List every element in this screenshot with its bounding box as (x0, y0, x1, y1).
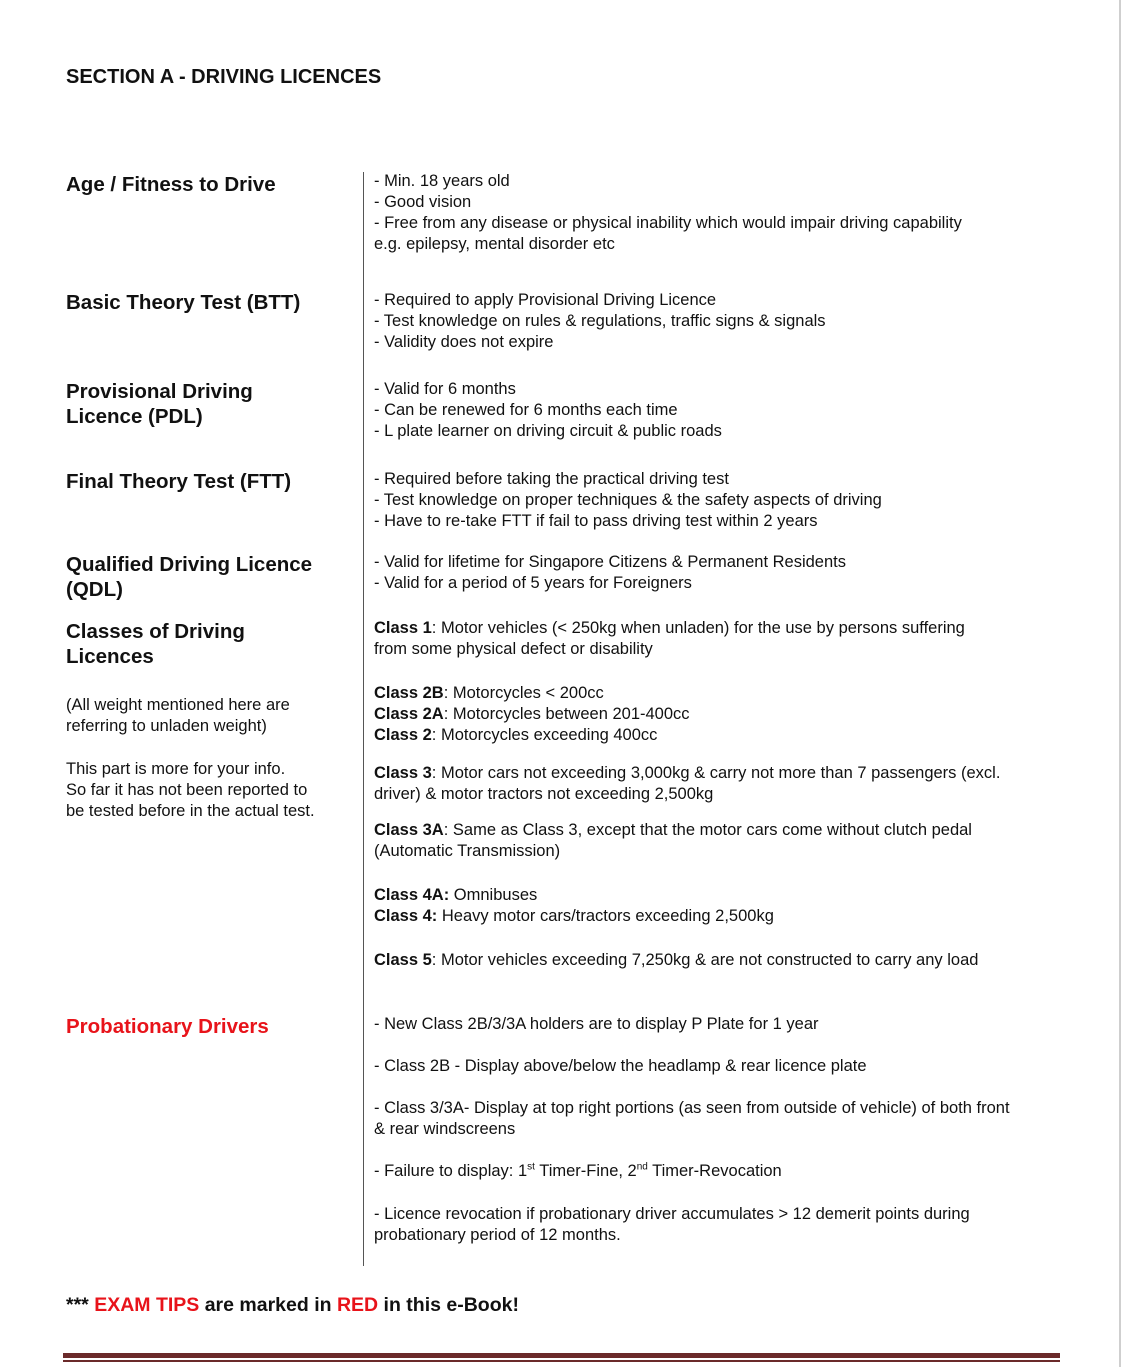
class-4 (374, 906, 1054, 927)
separator: : (443, 821, 453, 839)
class-3a (374, 820, 1004, 862)
class-desc: Motor cars not exceeding 3,000kg & carry not more than 7 passengers (excl. driver) & motor tractors not exceeding 2,500kg (374, 764, 1001, 803)
class-3 (374, 763, 1034, 805)
footer-rule-thin (63, 1360, 1060, 1362)
text-line: - Can be renewed for 6 months each time (374, 401, 678, 419)
class-name: Class 2B (374, 684, 444, 702)
class-5 (374, 950, 1024, 971)
text: Timer-Fine, 2 (534, 1162, 637, 1180)
class-desc: Motor vehicles (< 250kg when unladen) for the use by persons suffering from some physical defect or disability (374, 619, 965, 658)
text: *** (66, 1294, 95, 1316)
superscript: nd (636, 1161, 648, 1173)
label-ftt: Final Theory Test (FTT) (66, 470, 292, 493)
separator: : (431, 619, 441, 637)
text-line: - Valid for 6 months (374, 380, 516, 398)
class-desc: Motorcycles exceeding 400cc (440, 726, 658, 744)
content-probation-p-plate: - New Class 2B/3/3A holders are to display P Plate for 1 year (374, 1015, 819, 1033)
separator: : (431, 951, 441, 969)
footer-rule-thick (63, 1353, 1060, 1358)
class-4a (374, 885, 1054, 906)
text: in this e-Book! (378, 1294, 519, 1316)
separator: : (443, 705, 453, 723)
class-name: Class 2A (374, 705, 444, 723)
note-line: be tested before in the actual test. (66, 802, 315, 820)
text: Timer-Revocation (647, 1162, 782, 1180)
content-probation-3-3a: - Class 3/3A- Display at top right portions (as seen from outside of vehicle) of both front & rear windscreens (374, 1099, 1010, 1138)
content-probation-revocation: - Licence revocation if probationary driver accumulates > 12 demerit points during probationary period of 12 months. (374, 1205, 970, 1244)
label-line: (QDL) (66, 578, 123, 601)
class-name: Class 3A (374, 821, 444, 839)
column-divider (363, 172, 364, 1266)
text-line: - Min. 18 years old (374, 172, 510, 190)
separator: : (431, 764, 441, 782)
page-edge (1119, 0, 1121, 1367)
highlight-red: RED (336, 1294, 379, 1316)
label-line: Classes of Driving (66, 620, 245, 643)
text-line: - Validity does not expire (374, 333, 554, 351)
class-name: Class 1 (374, 619, 432, 637)
note-unladen-weight (66, 695, 356, 737)
text-line: - Required before taking the practical driving test (374, 470, 729, 488)
class-desc: Omnibuses (453, 886, 538, 904)
label-line: Licences (66, 645, 154, 668)
content-probation-2b: - Class 2B - Display above/below the headlamp & rear licence plate (374, 1057, 867, 1075)
class-2 (374, 725, 1054, 746)
text-line: - Valid for a period of 5 years for Foreigners (374, 574, 692, 592)
class-name: Class 2 (374, 726, 432, 744)
content-pdl (374, 379, 1054, 442)
note-for-info (66, 759, 356, 822)
text-line: - Test knowledge on proper techniques & the safety aspects of driving (374, 491, 882, 509)
label-qdl (66, 552, 356, 602)
content-btt (374, 290, 1054, 353)
text-line: - Test knowledge on rules & regulations, traffic signs & signals (374, 312, 826, 330)
superscript: st (527, 1161, 535, 1173)
exam-tips-note (66, 1294, 519, 1317)
highlight-exam-tips: EXAM TIPS (94, 1294, 200, 1316)
note-line: (All weight mentioned here are (66, 696, 290, 714)
text-line: - Good vision (374, 193, 472, 211)
class-name: Class 4A: (374, 886, 450, 904)
class-desc: Motorcycles < 200cc (452, 684, 604, 702)
note-line: referring to unladen weight) (66, 717, 267, 735)
content-probation-failure (374, 1161, 1054, 1182)
text-line: e.g. epilepsy, mental disorder etc (374, 235, 615, 253)
content-qdl (374, 552, 1054, 594)
class-2a (374, 704, 1054, 725)
label-probationary-drivers: Probationary Drivers (66, 1015, 269, 1038)
class-2b (374, 683, 1054, 704)
note-line: This part is more for your info. (66, 760, 286, 778)
text-line: - Have to re-take FTT if fail to pass driving test within 2 years (374, 512, 818, 530)
text-line: - Free from any disease or physical inability which would impair driving capability (374, 214, 962, 232)
label-line: Licence (PDL) (66, 405, 203, 428)
label-btt: Basic Theory Test (BTT) (66, 291, 301, 314)
section-title: SECTION A - DRIVING LICENCES (66, 66, 382, 88)
label-line: Provisional Driving (66, 380, 253, 403)
class-desc: Heavy motor cars/tractors exceeding 2,500kg (441, 907, 774, 925)
class-name: Class 4: (374, 907, 438, 925)
label-classes (66, 619, 356, 669)
text-line: - Required to apply Provisional Driving Licence (374, 291, 717, 309)
label-line: Qualified Driving Licence (66, 553, 313, 576)
content-ftt (374, 469, 1054, 532)
separator: : (431, 726, 441, 744)
class-desc: Same as Class 3, except that the motor cars come without clutch pedal (Automatic Transmission) (374, 821, 972, 860)
class-name: Class 3 (374, 764, 432, 782)
class-desc: Motor vehicles exceeding 7,250kg & are not constructed to carry any load (440, 951, 979, 969)
note-line: So far it has not been reported to (66, 781, 308, 799)
label-pdl (66, 379, 356, 429)
class-name: Class 5 (374, 951, 432, 969)
label-age-fitness: Age / Fitness to Drive (66, 173, 276, 196)
text-line: - L plate learner on driving circuit & public roads (374, 422, 722, 440)
text: - Failure to display: 1 (374, 1162, 528, 1180)
text-line: - Valid for lifetime for Singapore Citizens & Permanent Residents (374, 553, 846, 571)
separator: : (443, 684, 453, 702)
text: are marked in (199, 1294, 337, 1316)
class-desc: Motorcycles between 201-400cc (452, 705, 690, 723)
class-1 (374, 618, 974, 660)
content-age-fitness (374, 171, 1054, 255)
